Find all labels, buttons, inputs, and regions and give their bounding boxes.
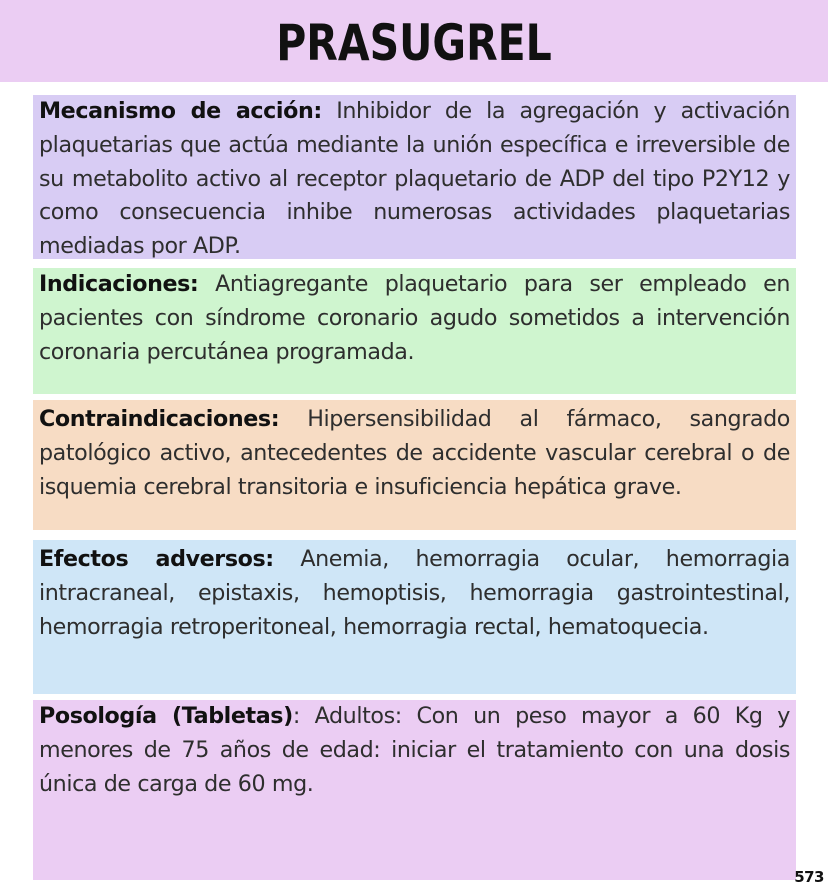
section-mecanismo [33,95,796,259]
title-bar [0,0,828,82]
mecanismo-paragraph [39,95,790,264]
indicaciones-text: Antiagregante plaquetario para ser empleado en pacientes con síndrome coronario agudo sometidos a intervención coronaria percutánea programada. [39,271,790,365]
page-number: 573 [794,868,824,886]
efectos-label: Efectos adversos: [39,546,274,572]
contraindicaciones-label: Contraindicaciones: [39,406,280,432]
contraindicaciones-paragraph [39,400,790,504]
section-indicaciones [33,268,796,394]
efectos-paragraph [39,540,790,644]
section-contraindicaciones [33,400,796,530]
posologia-paragraph [39,700,790,801]
posologia-text: : Adultos: Con un peso mayor a 60 Kg y menores de 75 años de edad: iniciar el tratamiento con una dosis única de carga de 60 mg. [39,703,790,797]
page-title: PRASUGREL [276,14,552,72]
mecanismo-text: Inhibidor de la agregación y activación plaquetarias que actúa mediante la unión específica e irreversible de su metabolito activo al receptor plaquetario de ADP del tipo P2Y12 y como consecuencia inhibe numerosas actividades plaquetarias mediadas por ADP. [39,98,790,260]
efectos-text: Anemia, hemorragia ocular, hemorragia intracraneal, epistaxis, hemoptisis, hemorragia gastrointestinal, hemorragia retroperitoneal, hemorragia rectal, hematoquecia. [39,546,790,640]
posologia-label: Posología (Tabletas) [39,703,293,729]
mecanismo-label: Mecanismo de acción: [39,98,322,124]
indicaciones-paragraph [39,268,790,369]
indicaciones-label: Indicaciones: [39,271,199,297]
section-posologia [33,700,796,880]
section-efectos-adversos [33,540,796,694]
contraindicaciones-text: Hipersensibilidad al fármaco, sangrado patológico activo, antecedentes de accidente vascular cerebral o de isquemia cerebral transitoria e insuficiencia hepática grave. [39,406,790,500]
